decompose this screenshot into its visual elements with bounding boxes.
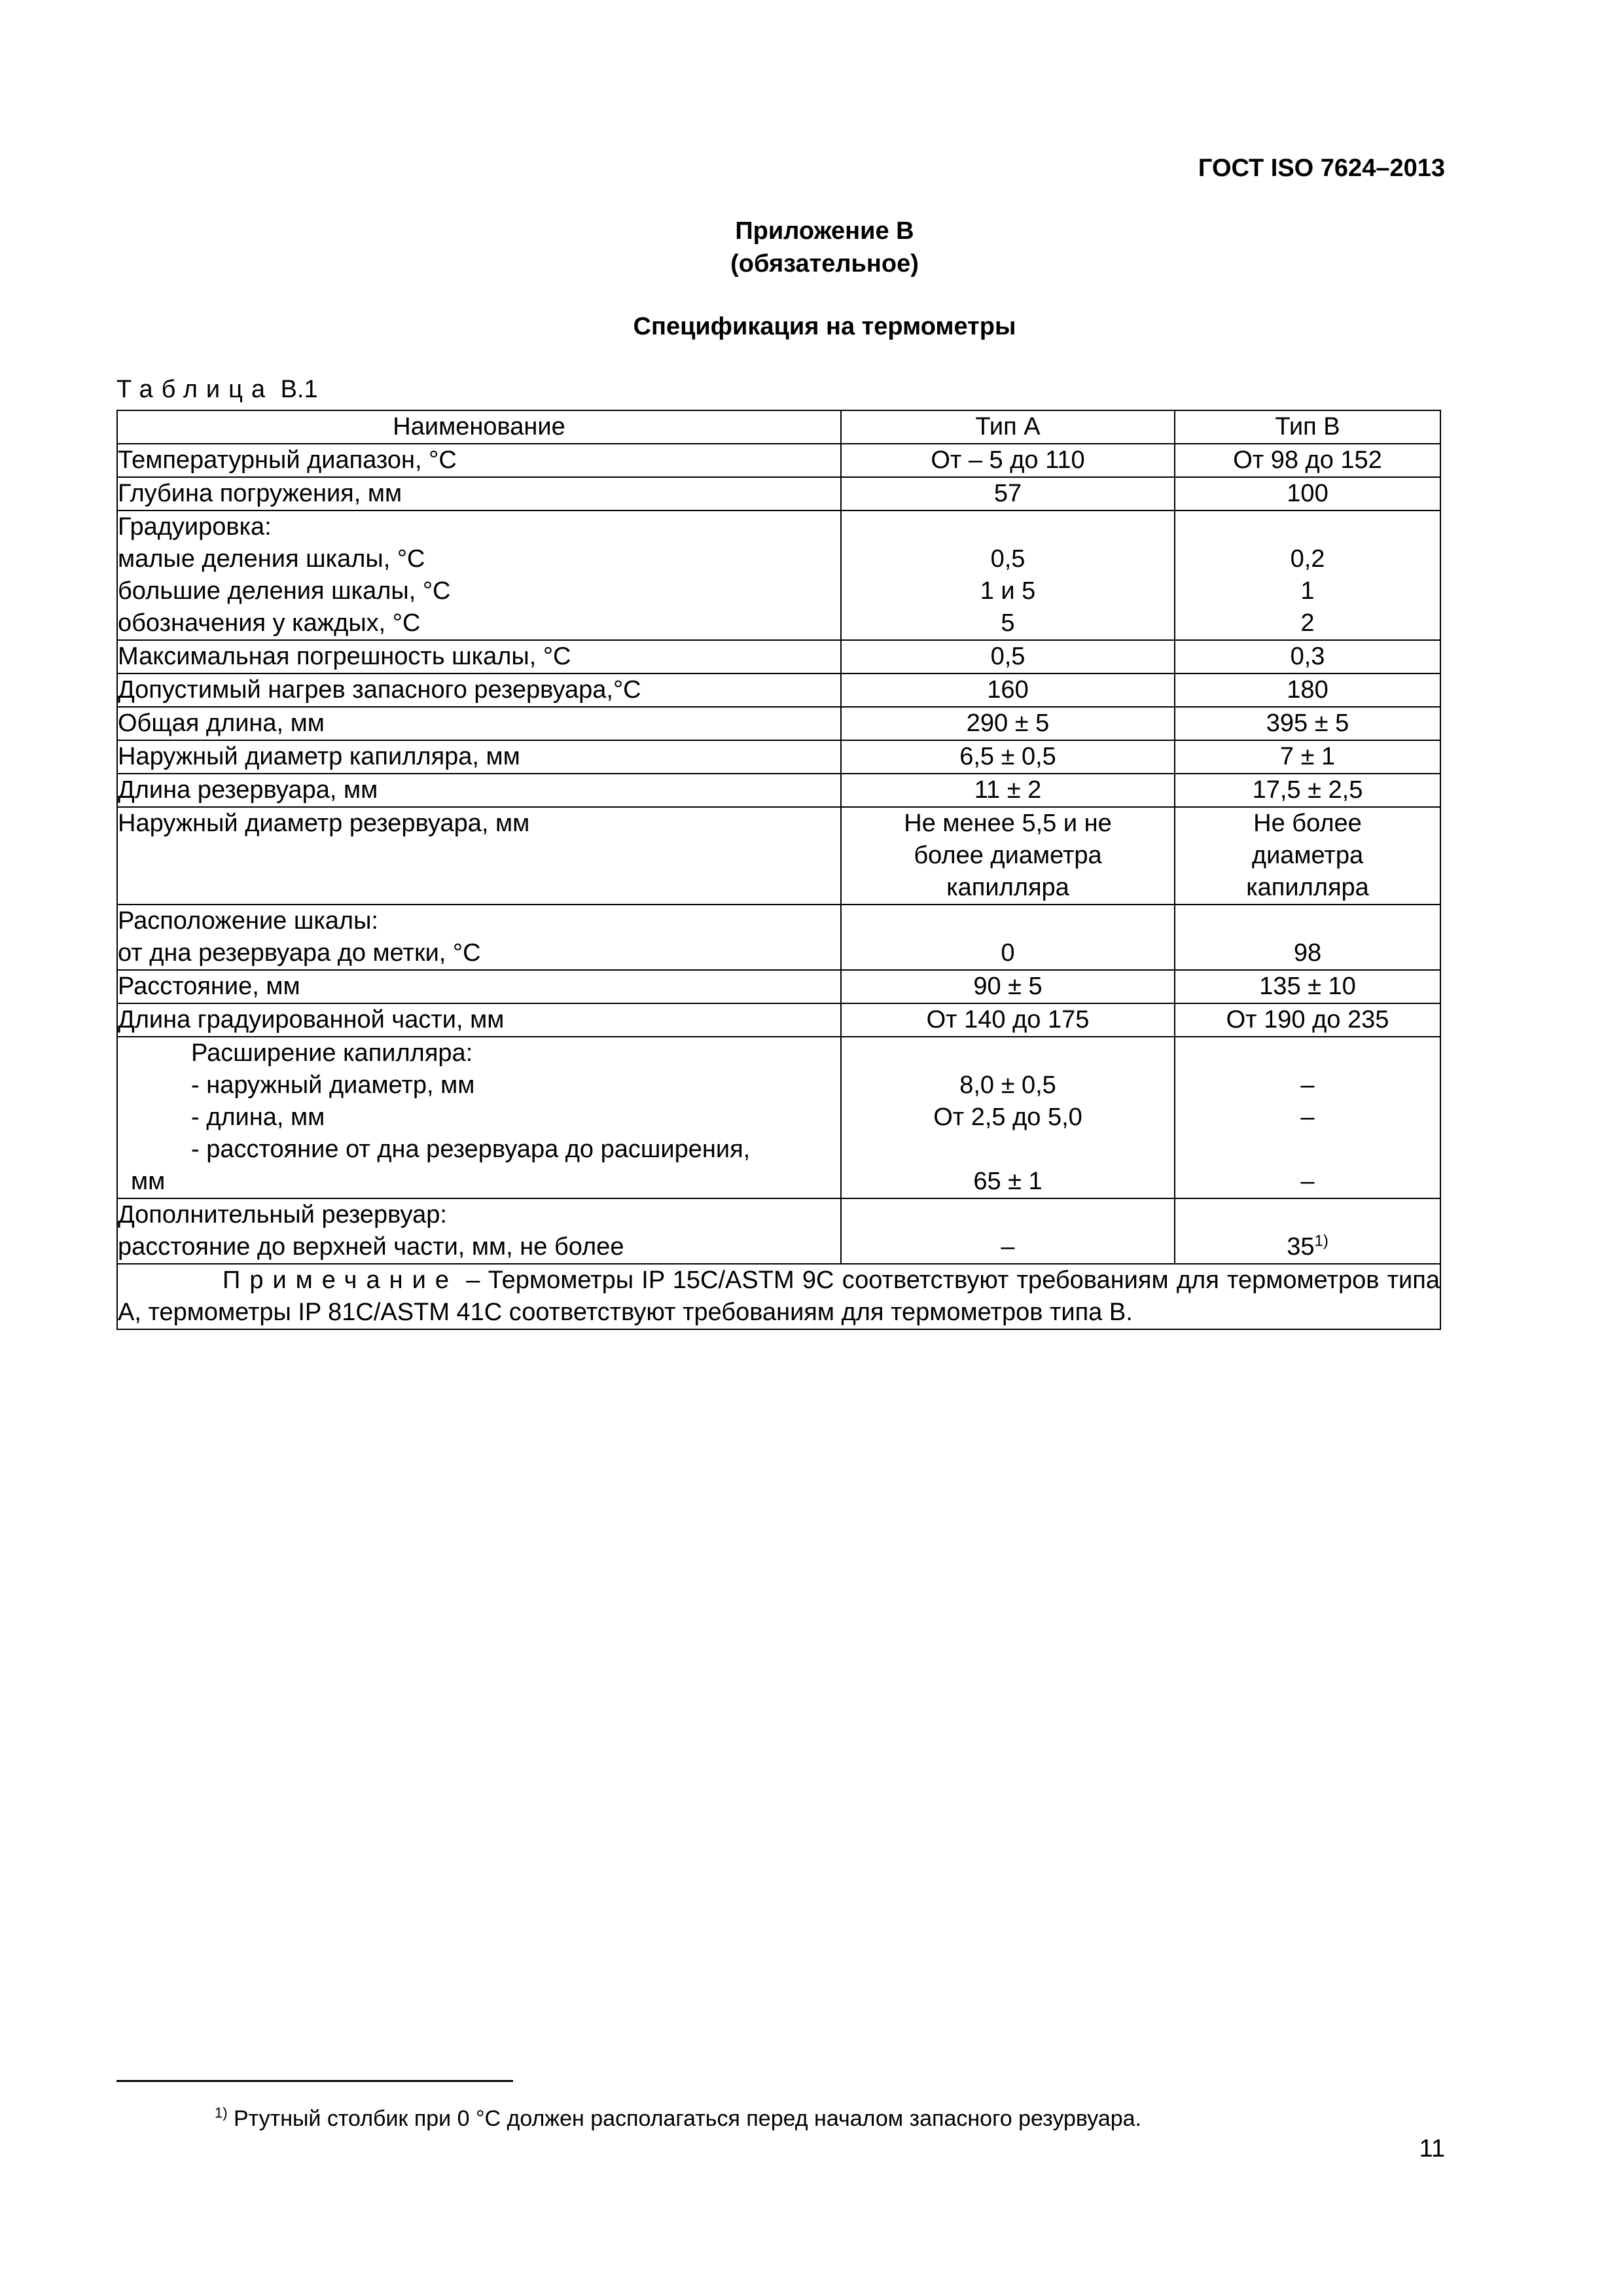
table-row (117, 673, 1440, 707)
cell-type-a: 90 ± 5 (841, 970, 1175, 1003)
cell-type-b: 100 (1175, 477, 1440, 511)
row-name: Общая длина, мм (117, 707, 841, 740)
section-title: Спецификация на термометры (633, 313, 1016, 340)
cell-type-a (841, 905, 1175, 970)
table-row (117, 511, 1440, 640)
row-name: малые деления шкалы, °С (118, 545, 425, 573)
group-title: Расположение шкалы: (118, 907, 378, 935)
row-name: Допустимый нагрев запасного резервуара,°С (117, 673, 841, 707)
row-name-continuation: мм (131, 1168, 166, 1195)
footnote (215, 2106, 1141, 2132)
cell-line: Не более (1253, 810, 1362, 837)
table-row (117, 640, 1440, 673)
cell-line: более диаметра (914, 842, 1102, 869)
row-name: большие деления шкалы, °С (118, 577, 451, 605)
row-name: расстояние до верхней части, мм, не более (118, 1233, 624, 1261)
cell-type-b: 180 (1175, 673, 1440, 707)
table-caption-word: Таблица (116, 376, 274, 403)
cell-type-a: 57 (841, 477, 1175, 511)
cell-line: Не менее 5,5 и не (904, 810, 1112, 837)
cell-type-a: 290 ± 5 (841, 707, 1175, 740)
cell-type-b: 17,5 ± 2,5 (1175, 774, 1440, 807)
row-name-group (117, 511, 841, 640)
cell-type-a: 11 ± 2 (841, 774, 1175, 807)
table-note-row (117, 1264, 1440, 1329)
cell-value: 1 (1300, 577, 1315, 605)
cell-value: – (1300, 1103, 1315, 1131)
cell-type-b: От 98 до 152 (1175, 444, 1440, 477)
row-name: Длина резервуара, мм (117, 774, 841, 807)
row-name-group (117, 905, 841, 970)
row-name-group (117, 1037, 841, 1198)
table-row (117, 807, 1440, 905)
cell-type-b (1175, 1198, 1440, 1264)
cell-value: 8,0 ± 0,5 (959, 1071, 1056, 1099)
cell-line: капилляра (946, 874, 1069, 901)
table-row (117, 477, 1440, 511)
row-name: Длина градуированной части, мм (117, 1003, 841, 1037)
table-row (117, 970, 1440, 1003)
cell-value: 1 и 5 (980, 577, 1036, 605)
row-name: от дна резервуара до метки, °С (118, 939, 481, 967)
cell-type-a: 160 (841, 673, 1175, 707)
row-name: - расстояние от дна резервуара до расширения, (191, 1136, 751, 1163)
spec-table (116, 410, 1441, 1330)
table-row (117, 444, 1440, 477)
footnote-mark: 1) (215, 2104, 228, 2121)
row-name: Наружный диаметр капилляра, мм (117, 740, 841, 774)
cell-type-b (1175, 807, 1440, 905)
footnote-text: Ртутный столбик при 0 °С должен располагаться перед началом запасного резурвуара. (227, 2106, 1141, 2131)
row-name-group (117, 1198, 841, 1264)
cell-value: От 2,5 до 5,0 (933, 1103, 1082, 1131)
group-title: Дополнительный резервуар: (118, 1201, 447, 1229)
column-header-name: Наименование (117, 410, 841, 444)
cell-type-a: От – 5 до 110 (841, 444, 1175, 477)
cell-type-a (841, 1198, 1175, 1264)
table-caption-number: В.1 (280, 376, 318, 403)
footnote-separator (116, 2080, 513, 2082)
row-name: обозначения у каждых, °С (118, 609, 421, 637)
table-note (117, 1264, 1440, 1329)
cell-type-a (841, 511, 1175, 640)
table-row (117, 1037, 1440, 1198)
cell-value: 2 (1300, 609, 1315, 637)
cell-type-a: 6,5 ± 0,5 (841, 740, 1175, 774)
appendix-title: Приложение В (735, 217, 914, 245)
cell-value (1175, 1231, 1440, 1263)
table-header-row (117, 410, 1440, 444)
document-code: ГОСТ ISO 7624–2013 (1198, 154, 1445, 182)
table-row (117, 1003, 1440, 1037)
table-row (117, 707, 1440, 740)
cell-type-b (1175, 1037, 1440, 1198)
cell-type-a (841, 1037, 1175, 1198)
cell-type-b: 395 ± 5 (1175, 707, 1440, 740)
cell-type-b (1175, 511, 1440, 640)
row-name: Расстояние, мм (117, 970, 841, 1003)
cell-value: 65 ± 1 (973, 1168, 1043, 1195)
cell-line: диаметра (1251, 842, 1364, 869)
cell-type-b: 0,3 (1175, 640, 1440, 673)
row-name: Температурный диапазон, °С (117, 444, 841, 477)
row-name: Глубина погружения, мм (117, 477, 841, 511)
cell-type-a: От 140 до 175 (841, 1003, 1175, 1037)
table-row (117, 740, 1440, 774)
cell-number: 35 (1287, 1233, 1315, 1261)
cell-type-b: 135 ± 10 (1175, 970, 1440, 1003)
cell-value: 0 (1001, 939, 1015, 967)
footnote-ref: 1) (1314, 1232, 1329, 1250)
cell-type-b: 7 ± 1 (1175, 740, 1440, 774)
row-name: - длина, мм (191, 1103, 325, 1131)
cell-value: 0,2 (1290, 545, 1325, 573)
table-row (117, 905, 1440, 970)
cell-value: – (1300, 1071, 1315, 1099)
row-name: - наружный диаметр, мм (191, 1071, 475, 1099)
appendix-status: (обязательное) (730, 250, 919, 278)
column-header-type-a: Тип А (841, 410, 1175, 444)
group-title: Градуировка: (118, 513, 272, 541)
cell-value: – (1300, 1168, 1315, 1195)
cell-type-b (1175, 905, 1440, 970)
group-title: Расширение капилляра: (191, 1039, 473, 1067)
table-caption (116, 376, 318, 404)
column-header-type-b: Тип В (1175, 410, 1440, 444)
table-row (117, 1198, 1440, 1264)
cell-line: капилляра (1246, 874, 1369, 901)
table-row (117, 774, 1440, 807)
cell-type-a: 0,5 (841, 640, 1175, 673)
page-number: 11 (1419, 2135, 1445, 2162)
cell-value: 5 (1001, 609, 1015, 637)
note-text: – Термометры IP 15C/ASTM 9C соответствуют требованиям для термометров типа А, термометры IP 81C/ASTM 41C соответствуют требованиям для термометров типа В. (118, 1266, 1440, 1326)
note-label: Примечание (223, 1266, 458, 1294)
cell-type-a (841, 807, 1175, 905)
cell-type-b: От 190 до 235 (1175, 1003, 1440, 1037)
cell-value: 98 (1293, 939, 1322, 967)
row-name: Наружный диаметр резервуара, мм (117, 807, 841, 905)
cell-value: 0,5 (990, 545, 1026, 573)
row-name: Максимальная погрешность шкалы, °С (117, 640, 841, 673)
cell-value: – (1001, 1233, 1015, 1261)
